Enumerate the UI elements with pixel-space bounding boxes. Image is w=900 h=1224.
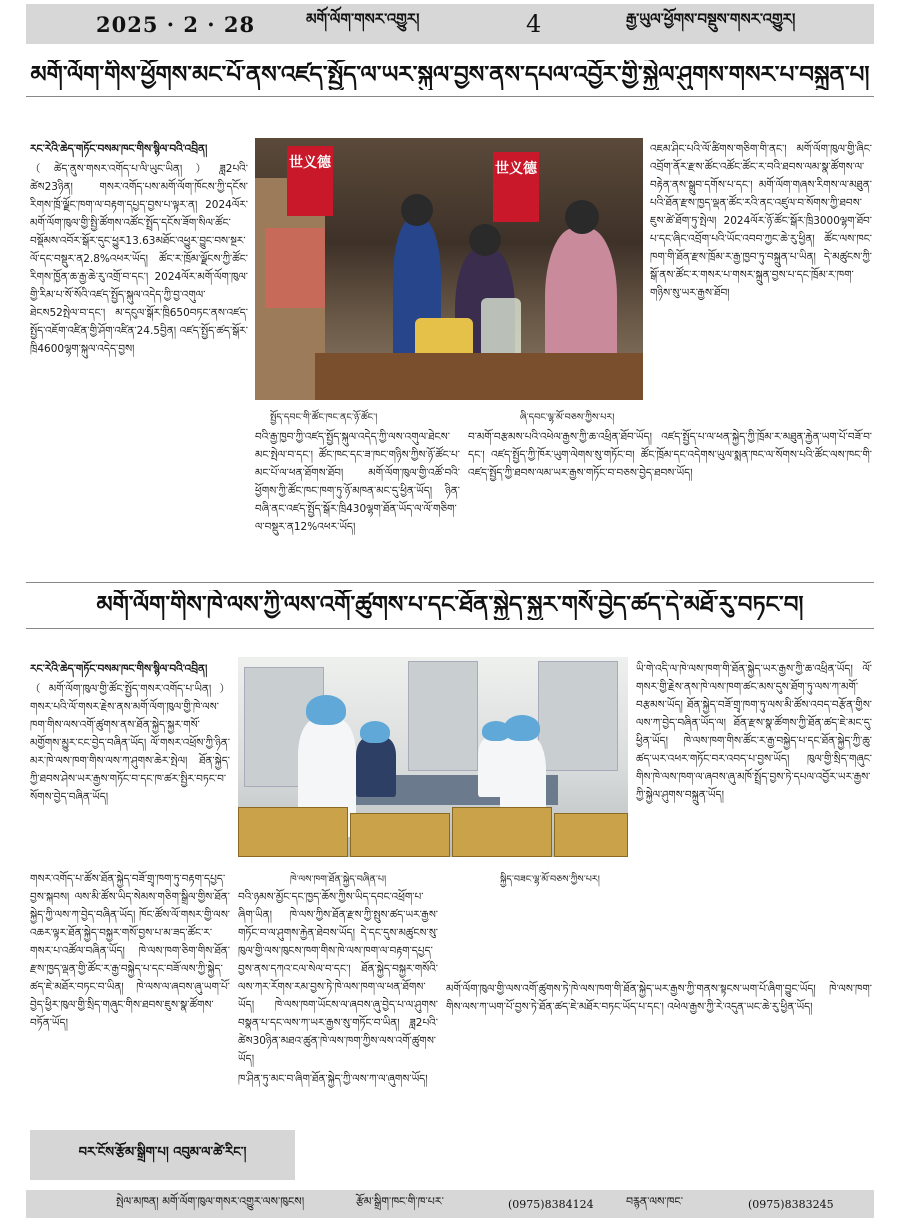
article2-column-left-bottom	[30, 870, 230, 1120]
issue-date: 2025 · 2 · 28	[96, 11, 256, 37]
photo2-caption: ཁེ་ལས་ཁག་ཐོན་སྐྱེད་བཞིན་པ།	[290, 874, 387, 885]
paper-name: མགོ་ལོག་གསར་འགྱུར།	[306, 10, 420, 28]
photo1-caption: སྤྱོད་དབང་གི་ཚོང་ཁང་ནང་ཉོ་ཚོང་།	[270, 412, 378, 423]
section-title: རྒྱ་ཡུལ་ཕྱོགས་བསྡུས་གསར་འགྱུར།	[626, 10, 796, 28]
article2-column-right-bottom	[446, 980, 872, 1175]
worker-cap	[504, 715, 540, 741]
box	[350, 813, 450, 857]
shop-sign: 世义德	[493, 152, 539, 222]
article1-byline: རང་རེའི་ཆེད་གཏོང་བསམ་ཁང་གིས་སྙིལ་བའི་འབྲིན།	[30, 143, 208, 155]
article2-text: གསར་འགོད་པ་ཚོས་ཐོན་སྐྱེད་བཟོ་གྲྭ་ཁག་ཏུ་བརྟག་དཔྱད་བྱས་སྐབས། ལས་མི་ཚོས་ཡིད་སེམས་གཅིག་སྒྲིལ་གྱིས་ཐོན་སྐྱེད་ཀྱི་ལས་ཀ་བྱེད་བཞིན་ཡོད། ཁོང་ཚོས་ལོ་གསར་གྱི་ལས་འཆར་ལྟར་ཐོན་སྐྱེད་བསྐྱར་གསོ་བྱས་པ་མ་ཟད་ཚོང་ར་གསར་པ་འཚོལ་བཞིན་ཡོད། ཁེ་ལས་ཁག་ཅིག་གིས་ཐོན་རྫས་ཁྱད་ལྡན་གྱི་ཚོང་ར་རྒྱ་བསྐྱེད་པ་དང་བཟོ་ལས་ཀྱི་སྐྱེད་ཚད་ཇེ་མཐོར་བཏང་བ་ཡིན། ཁེ་ལས་ལ་ཞབས་ཞུ་ཡག་པོ་བྱེད་ཕྱིར་ཁུལ་གྱི་སྲིད་གཞུང་གིས་ཐབས་ཇུས་སྣ་ཚོགས་བཏོན་ཡོད།	[30, 873, 230, 1029]
article1-text: （ཚེད་ནུས་གསར་འགོད་པ་ལི་ཡུང་ཡིན།）ཟླ2པའི་ཚེས23ཉིན། གསར་འགོད་པས་མགོ་ལོག་ཁོངས་ཀྱི་དངོས་རིགས་ཁྲོ་ལྗོང་ཁག་ལ་བརྟག་དཔྱད་བྱས་པ་ལྟར་ན། 2024ལོར་མགོ་ལོག་ཁུལ་གྱི་སྤྱི་ཚོགས་འཚོང་སྤྲོད་དངོས་ཟོག་སིལ་ཚོང་བསྡོམས་འབོར་སྒོར་དུང་ཕྱུར13.63མཐོང་འཕྱུར་བྱུང་བས་སྔར་ལོ་དང་བསྡུར་ན2.8%འཕར་ཡོད། ཚོང་ར་ཁྲོམ་ལྗོངས་ཀྱི་ཚོང་རིགས་ཁྱོན་ཆ་རྒྱ་ཆེ་རུ་འགྲོ་བ་དང་། 2024ལོར་མགོ་ལོག་ཁུལ་གྱི་རིམ་པ་སོ་སོའི་འཛད་སྤྱོད་སྐུལ་འདེད་ཀྱི་བྱ་འགུལ་ཐེངས52སྤེལ་བ་དང་། མ་དངུལ་སྒོར་ཁྲི650བཏང་ནས་འཛད་སྤྱོད་འཇོག་འཛིན་གྱི་ཤོག་འཛིན་24.5བྱིན། འཛད་སྤྱོད་ཚད་སྒོར་ཁྲི4600ལྷག་སྐུལ་འདེད་བྱས།	[30, 163, 248, 355]
article1-column-mid	[255, 428, 460, 570]
article1-column-left	[30, 140, 248, 552]
head	[401, 194, 433, 226]
article2-column-right	[636, 660, 872, 975]
article2-text: བའི་ཉམས་མྱོང་དང་ཁྱད་ཆོས་ཀྱིས་ཡིད་དབང་འཕྲོག་པ་ཞིག་ཡིན། ཁེ་ལས་ཀྱིས་ཐོན་རྫས་ཀྱི་སྤུས་ཚད་ཡར་རྒྱས་གཏོང་བ་ལ་ཤུགས་རྐྱེན་ཐེབས་ཡོད། དེ་དང་དུས་མཚུངས་སུ་ཁུལ་གྱི་ལས་ཁུངས་ཁག་གིས་ཁེ་ལས་ཁག་ལ་བརྟག་དཔྱད་བྱས་ནས་དཀའ་ངལ་སེལ་བ་དང་། ཐོན་སྐྱེད་བསྐྱར་གསོའི་ལས་ཀར་རོགས་རམ་བྱས་ཏེ་ཁེ་ལས་ཁག་ལ་ཕན་ཐོགས་ཡོད། ཁེ་ལས་ཁག་ཡོངས་ལ་ཞབས་ཞུ་བྱེད་པ་ལ་ཤུགས་བསྣན་པ་དང་ལས་ཀ་ཡར་རྒྱས་སུ་གཏོང་བ་ཡིན། ཟླ2པའི་ཚེས30ཉིན་མཐའ་ཚུན་ཁེ་ལས་ཁག་ཀྱིས་ལས་འགོ་ཚུགས་ཡོད།	[238, 891, 438, 1065]
footer-ad-dept: བརྙན་ལས་ཁང་	[626, 1194, 684, 1208]
box	[452, 807, 552, 857]
shop-sign: 世义德	[287, 146, 333, 216]
footer-phone-1: (0975)8384124	[508, 1197, 594, 1211]
door	[408, 661, 478, 771]
door	[538, 661, 618, 771]
article1-headline: མགོ་ལོག་གིས་ཕྱོགས་མང་པོ་ནས་འཛད་སྤྱོད་ལ་ཡར་སྐུལ་བྱས་ནས་དཔལ་འབྱོར་གྱི་སྐྱེལ་ཤུགས་གསར་པ་བསྐྲུན་པ།	[30, 62, 870, 88]
divider	[26, 96, 874, 97]
worker-cap	[360, 721, 390, 743]
article2-column-mid	[238, 888, 438, 1168]
footer-phone-2: (0975)8383245	[748, 1197, 834, 1211]
page-number: 4	[526, 10, 542, 38]
editor-credit: བར་ངོས་རྩོམ་སྒྲིག་པ། འབུམ་ལ་ཚེ་རིང་།	[78, 1144, 247, 1160]
box	[238, 807, 348, 857]
footer-publisher: སྤེལ་མཁན། མགོ་ལོག་ཁུལ་གསར་འགྱུར་ལས་ཁུངས།	[116, 1194, 305, 1208]
footer-editor-dept: རྩོམ་སྒྲིག་ཁང་གི་ཁ་པར་	[356, 1194, 444, 1208]
article2-text: མགོ་ལོག་ཁུལ་གྱི་ལས་འགོ་ཚུགས་ཏེ་ཁེ་ལས་ཁག་གི་ཐོན་སྐྱེད་ཡར་རྒྱས་ཀྱི་གནས་སྟངས་ཡག་པོ་ཞིག་བྱུང་ཡོད། ཁེ་ལས་ཁག་གིས་ལས་ཀ་ཡག་པོ་བྱས་ཏེ་ཐོན་ཚད་ཇེ་མཐོར་བཏང་ཡོད་པ་དང་། འཕེལ་རྒྱས་ཀྱི་རེ་འདུན་ཡང་ཆེ་རུ་ཕྱིན་ཡོད།	[446, 983, 872, 1013]
article1-text: འཇམ་ཤིང་པའི་ལོ་ཚིགས་གཅིག་གི་ནང་། མགོ་ལོག་ཁུལ་གྱི་ཞིང་འབྲོག་ནོར་རྫས་ཚོང་འཚོང་ཚོང་ར་བའི་ཐབས་ལམ་སྣ་ཚོགས་ལ་བརྟེན་ནས་སྒྲུབ་དགོས་པ་དང་། མགོ་ལོག་གཞས་རིགས་ལ་མཐུན་པའི་ཐོན་རྫས་ཁྱད་ལྡན་ཚོང་རའི་ནང་འཛུལ་བ་སོགས་ཀྱི་ཐབས་ཇུས་ཚེ་ཐོག་ཏུ་སྤེལ། 2024ལོར་ཉོ་ཚོང་སྒོར་ཁྲི3000ལྷག་ཐོབ་པ་དང་ཞིང་འབྲོག་པའི་ཡོང་འབབ་ཀྱང་ཆེ་རུ་ཕྱིན། ཚོང་ལས་ཁང་ཁག་གི་ཐོན་རྫས་ཁྲོམ་ར་རྒྱ་ཁྱབ་ཏུ་བསྐྲུན་པ་ཡིན། དེ་མཚུངས་ཀྱི་སྒོ་ནས་ཚོང་ར་གསར་པ་གསར་སྐྲུན་བྱས་པ་དང་ཁྲོམ་ར་ཁག་གཉིས་སུ་ཡར་རྒྱས་ཐོབ།	[650, 143, 872, 299]
head	[469, 224, 501, 256]
article2-headline: མགོ་ལོག་གིས་ཁེ་ལས་ཀྱི་ལས་འགོ་ཚུགས་པ་དང་ཐོན་སྐྱེད་སྐྱར་གསོ་བྱེད་ཚད་དེ་མཐོ་རུ་བཏང་བ།	[96, 592, 804, 618]
article2-byline: རང་རེའི་ཆེད་གཏོང་བསམ་ཁང་གིས་སྙིལ་བའི་འབྲིན།	[30, 663, 208, 675]
photo1-credit: ཞི་དབང་ལྷ་མོ་བཅས་ཀྱིས་པར།	[520, 412, 615, 423]
worker	[356, 737, 396, 797]
article2-text: ཁ་ཤིན་ཏུ་མང་བ་ཞིག་ཐོན་སྐྱེད་ཀྱི་ལས་ཀ་ལ་ཞུགས་ཡོད།	[238, 1073, 428, 1085]
box	[554, 813, 628, 857]
article1-column-bottom	[468, 428, 872, 570]
masthead-bar	[26, 4, 874, 44]
article1-text: བའི་རྒྱ་ཁྱབ་ཀྱི་འཛད་སྤྱོད་སྐུལ་འདེད་ཀྱི་ལས་འགུལ་ཐེངས་མང་སྤེལ་བ་དང་། ཚོང་ཁང་དང་ཟ་ཁང་གཉིས་ཀྱིས་ཉོ་ཚོང་པ་མང་པོ་ལ་ཕན་ཐོགས་ཐོབ། མགོ་ལོག་ཁུལ་གྱི་འཚོ་བའི་ཕྱོགས་ཀྱི་ཚོང་ཁང་ཁག་ཏུ་ཉོ་མཁན་མང་དུ་ཕྱིན་ཡོད། ཉིན་བཞི་ནང་འཛད་སྤྱོད་སྒོར་ཁྲི430ལྷག་ཐོན་ཡོད་ལ་ལོ་གཅིག་ལ་བསྡུར་ན12%འཕར་ཡོད།	[255, 431, 460, 533]
article1-column-right	[650, 140, 872, 436]
market-photo	[255, 138, 643, 400]
divider	[26, 582, 874, 583]
shelf-goods	[265, 228, 325, 308]
divider	[26, 628, 874, 629]
photo2-credit: སྐྱིད་བཟང་ལྷ་མོ་བཅས་ཀྱིས་པར།	[500, 874, 600, 885]
head	[565, 200, 599, 234]
article2-column-left	[30, 660, 230, 865]
counter	[315, 353, 643, 400]
article1-text: བ་མགོ་བརྩམས་པའི་འཕེལ་རྒྱས་ཀྱི་ཆ་འཕྲིན་ཐོབ་ཡོད། འཛད་སྤྱོད་པ་ལ་ཕན་སྐྱེད་ཀྱི་ཁྲོམ་ར་མཐུན་རྐྱེན་ཡག་པོ་བཟོ་བ་དང་། འཛད་སྤྱོད་ཀྱི་ཁོར་ཡུག་ལེགས་སུ་གཏོང་བ། ཚོང་ཁྲོམ་དང་འདེགས་ཡུལ་སྨན་ཁང་ལ་སོགས་པའི་ཚོང་ལས་ཁང་གི་འཛད་སྤྱོད་ཀྱི་ཐབས་ལམ་ཡར་རྒྱས་གཏོང་བ་བཅས་བྱེད་ཐབས་ཡོད།	[468, 431, 872, 479]
editor-credit-box	[30, 1130, 295, 1180]
factory-photo	[238, 657, 628, 857]
footer-bar	[26, 1190, 874, 1218]
article2-text: （མགོ་ལོག་ཁུལ་གྱི་ཚོང་སྤྱོད་གསར་འགོད་པ་ཡིན།）གསར་པའི་ལོ་གསར་རྗེས་ནས་མགོ་ལོག་ཁུལ་གྱི་ཁེ་ལས་ཁག་གིས་ལས་འགོ་ཚུགས་ནས་ཐོན་སྐྱེད་སྐྱར་གསོ་མགྱོགས་མྱུར་ངང་བྱེད་བཞིན་ཡོད། ལོ་གསར་འཕྲོས་ཀྱི་ཉིན་མར་ཁེ་ལས་ཁག་གིས་ལས་ཀ་ཤུགས་ཆེར་སྤེལ། ཐོན་སྐྱེད་ཀྱི་ཐབས་ཤེས་ཡར་རྒྱས་གཏོང་བ་དང་ཁ་ཚར་སྤྱིར་བཏང་བ་སོགས་བྱེད་བཞིན་ཡོད།	[30, 683, 230, 803]
article2-text: ཡི་གེ་འདི་ལ་ཁེ་ལས་ཁག་གི་ཐོན་སྐྱེད་ཡར་རྒྱས་ཀྱི་ཆ་འཕྲིན་ཡོད། ལོ་གསར་གྱི་རྗེས་ནས་ཁེ་ལས་ཁག་ཚང་མས་དུས་ཐོག་ཏུ་ལས་ཀ་མགོ་བརྩམས་ཡོད། ཐོན་སྐྱེད་བཟོ་གྲྭ་ཁག་ཏུ་ལས་མི་ཚོས་འབད་བརྩོན་གྱིས་ལས་ཀ་བྱེད་བཞིན་ཡོད་ལ། ཐོན་རྫས་སྣ་ཚོགས་ཀྱི་ཐོན་ཚད་ཇེ་མང་དུ་ཕྱིན་ཡོད། ཁེ་ལས་ཁག་གིས་ཚོང་ར་རྒྱ་བསྐྱེད་པ་དང་ཐོན་སྐྱེད་ཀྱི་ཆུ་ཚད་ཡར་འཕར་གཏོང་བར་འབད་པ་བྱས་ཡོད། ཁུལ་གྱི་སྲིད་གཞུང་གིས་ཁེ་ལས་ཁག་ལ་ཞབས་ཞུ་མཁོ་སྤྲོད་བྱས་ཏེ་དཔལ་འབྱོར་ཡར་རྒྱས་ཀྱི་སྐྱེལ་ཤུགས་བསྐྲུན་ཡོད།	[636, 663, 872, 801]
worker-cap	[306, 695, 346, 725]
bag	[481, 298, 521, 358]
